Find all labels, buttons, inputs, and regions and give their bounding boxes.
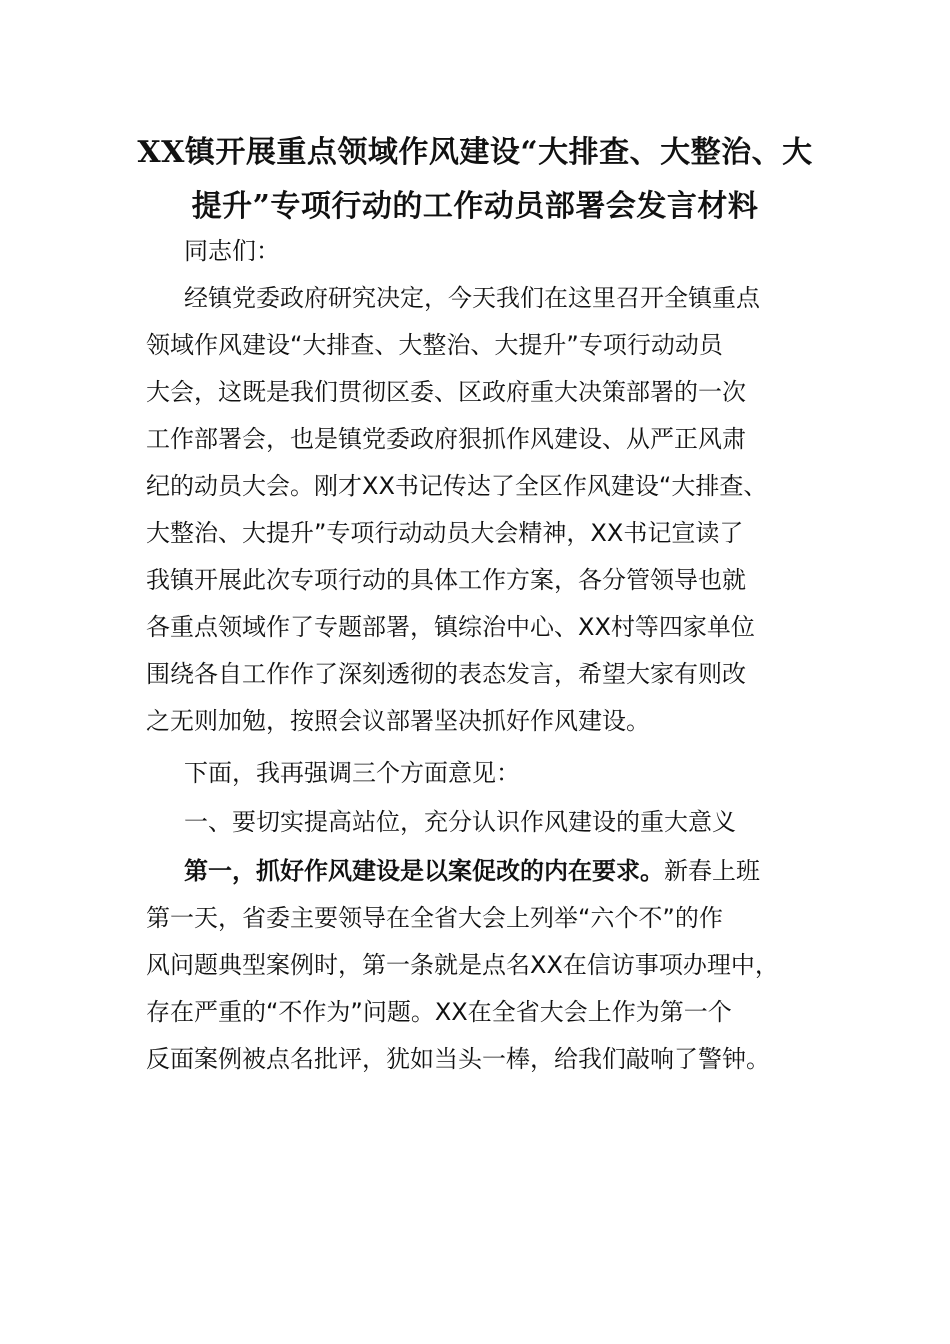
point-1-heading: 第一，抓好作风建设是以案促改的内在要求。: [184, 857, 664, 885]
paragraph-2: 下面，我再强调三个方面意见：: [184, 759, 520, 787]
point-1-first-line: [184, 851, 760, 891]
title-line-2: 提升”专项行动的工作动员部署会发言材料: [191, 189, 759, 224]
point-1-first-rest: 新春上班: [664, 857, 760, 885]
paragraph-1-line: 各重点领域作了专题部署，镇综治中心、XX村等四家单位: [146, 613, 755, 641]
point-1-line: 第一天，省委主要领导在全省大会上列举“六个不”的作: [146, 904, 723, 932]
title-line-1: XX镇开展重点领域作风建设“大排查、大整治、大: [137, 135, 813, 170]
paragraph-1-line: 工作部署会，也是镇党委政府狠抓作风建设、从严正风肃: [146, 425, 746, 453]
section-1-heading: 一、要切实提高站位，充分认识作风建设的重大意义: [184, 808, 736, 836]
paragraph-1-line: 经镇党委政府研究决定，今天我们在这里召开全镇重点: [184, 284, 760, 312]
point-1-line: 存在严重的“不作为”问题。XX在全省大会上作为第一个: [146, 998, 732, 1026]
paragraph-1-line: 我镇开展此次专项行动的具体工作方案，各分管领导也就: [146, 566, 746, 594]
paragraph-1-line: 纪的动员大会。刚才XX书记传达了全区作风建设“大排查、: [146, 472, 768, 500]
paragraph-1-line: 之无则加勉，按照会议部署坚决抓好作风建设。: [146, 707, 650, 735]
paragraph-1-line: 围绕各自工作作了深刻透彻的表态发言，希望大家有则改: [146, 660, 746, 688]
paragraph-1-line: 领域作风建设“大排查、大整治、大提升”专项行动动员: [146, 331, 723, 359]
salutation: 同志们：: [184, 237, 280, 265]
paragraph-1-line: 大整治、大提升”专项行动动员大会精神，XX书记宣读了: [146, 519, 744, 547]
paragraph-1-line: 大会，这既是我们贯彻区委、区政府重大决策部署的一次: [146, 378, 746, 406]
point-1-line: 反面案例被点名批评，犹如当头一棒，给我们敲响了警钟。: [146, 1045, 770, 1073]
point-1-line: 风问题典型案例时，第一条就是点名XX在信访事项办理中，: [146, 951, 779, 979]
document-title: [120, 126, 830, 234]
